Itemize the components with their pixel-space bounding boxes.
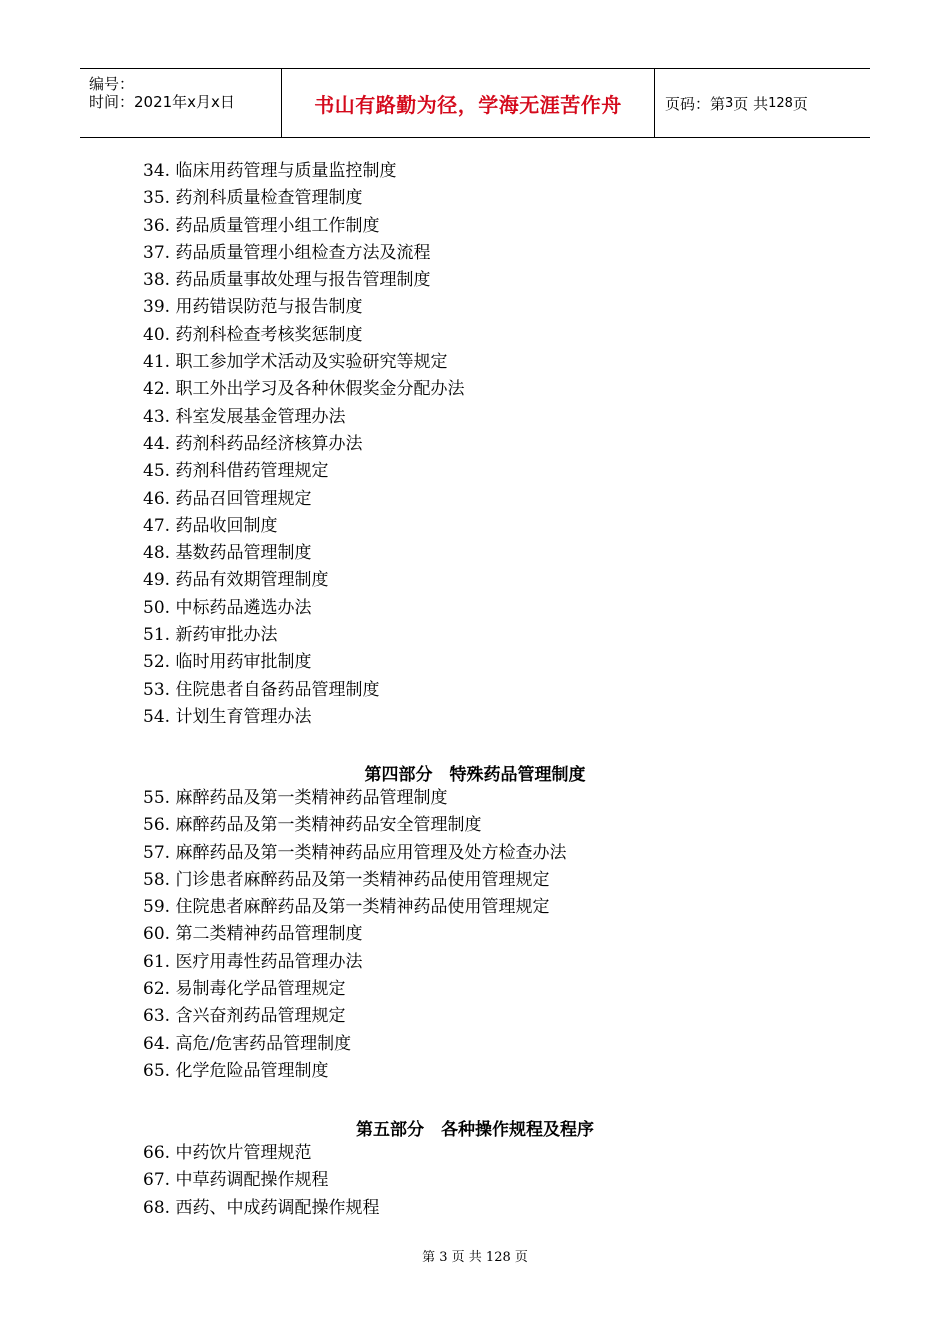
list-item: 52. 临时用药审批制度 xyxy=(143,652,312,673)
page-mid: 页 共 xyxy=(733,94,769,113)
list-item: 62. 易制毒化学品管理规定 xyxy=(143,979,346,1000)
list-item: 49. 药品有效期管理制度 xyxy=(143,570,329,591)
list-item: 65. 化学危险品管理制度 xyxy=(143,1060,329,1081)
list-item: 58. 门诊患者麻醉药品及第一类精神药品使用管理规定 xyxy=(143,869,550,890)
list-item: 63. 含兴奋剂药品管理规定 xyxy=(143,1006,346,1027)
page-header xyxy=(80,68,870,138)
page-total: 128 xyxy=(768,95,793,111)
list-item: 66. 中药饮片管理规范 xyxy=(143,1143,312,1163)
page-prefix: 页码：第 xyxy=(665,94,726,113)
list-item: 42. 职工外出学习及各种休假奖金分配办法 xyxy=(143,379,465,400)
page-footer: 第 3 页 共 128 页 xyxy=(422,1250,528,1265)
page-suffix: 页 xyxy=(792,94,808,113)
list-item: 40. 药剂科检查考核奖惩制度 xyxy=(143,324,363,345)
list-item: 60. 第二类精神药品管理制度 xyxy=(143,924,363,945)
section-title-part5: 第五部分 各种操作规程及程序 xyxy=(356,1120,594,1140)
list-item: 67. 中草药调配操作规程 xyxy=(143,1170,329,1191)
list-item: 37. 药品质量管理小组检查方法及流程 xyxy=(143,242,431,263)
header-page-info xyxy=(655,69,870,137)
list-item: 68. 西药、中成药调配操作规程 xyxy=(143,1197,380,1218)
header-meta-cell xyxy=(80,69,282,137)
list-item: 43. 科室发展基金管理办法 xyxy=(143,406,346,427)
list-item: 44. 药剂科药品经济核算办法 xyxy=(143,433,363,454)
list-item: 56. 麻醉药品及第一类精神药品安全管理制度 xyxy=(143,815,482,836)
list-part3 xyxy=(143,158,464,731)
list-item: 35. 药剂科质量检查管理制度 xyxy=(143,188,363,209)
list-item: 57. 麻醉药品及第一类精神药品应用管理及处方检查办法 xyxy=(143,842,567,863)
date-label: 时间：2021年x月x日 xyxy=(89,93,235,111)
section-title-part4: 第四部分 特殊药品管理制度 xyxy=(364,765,586,785)
list-item: 36. 药品质量管理小组工作制度 xyxy=(143,215,380,236)
page-number: 3 xyxy=(725,95,734,111)
list-item: 55. 麻醉药品及第一类精神药品管理制度 xyxy=(143,788,448,808)
list-item: 47. 药品收回制度 xyxy=(143,515,278,536)
list-item: 41. 职工参加学术活动及实验研究等规定 xyxy=(143,352,448,373)
list-item: 53. 住院患者自备药品管理制度 xyxy=(143,679,380,700)
list-item: 59. 住院患者麻醉药品及第一类精神药品使用管理规定 xyxy=(143,897,550,918)
list-item: 48. 基数药品管理制度 xyxy=(143,543,312,564)
list-item: 38. 药品质量事故处理与报告管理制度 xyxy=(143,270,431,291)
header-motto: 书山有路勤为径，学海无涯苦作舟 xyxy=(282,69,655,137)
list-part4 xyxy=(143,785,566,1085)
list-item: 39. 用药错误防范与报告制度 xyxy=(143,297,363,318)
list-item: 61. 医疗用毒性药品管理办法 xyxy=(143,951,363,972)
list-part5 xyxy=(143,1140,379,1222)
list-item: 50. 中标药品遴选办法 xyxy=(143,597,312,618)
list-item: 45. 药剂科借药管理规定 xyxy=(143,461,329,482)
list-item: 54. 计划生育管理办法 xyxy=(143,706,312,727)
list-item: 46. 药品召回管理规定 xyxy=(143,488,312,509)
code-label: 编号： xyxy=(89,75,135,93)
list-item: 51. 新药审批办法 xyxy=(143,625,278,646)
list-item: 64. 高危/危害药品管理制度 xyxy=(143,1033,352,1054)
list-item: 34. 临床用药管理与质量监控制度 xyxy=(143,161,397,181)
